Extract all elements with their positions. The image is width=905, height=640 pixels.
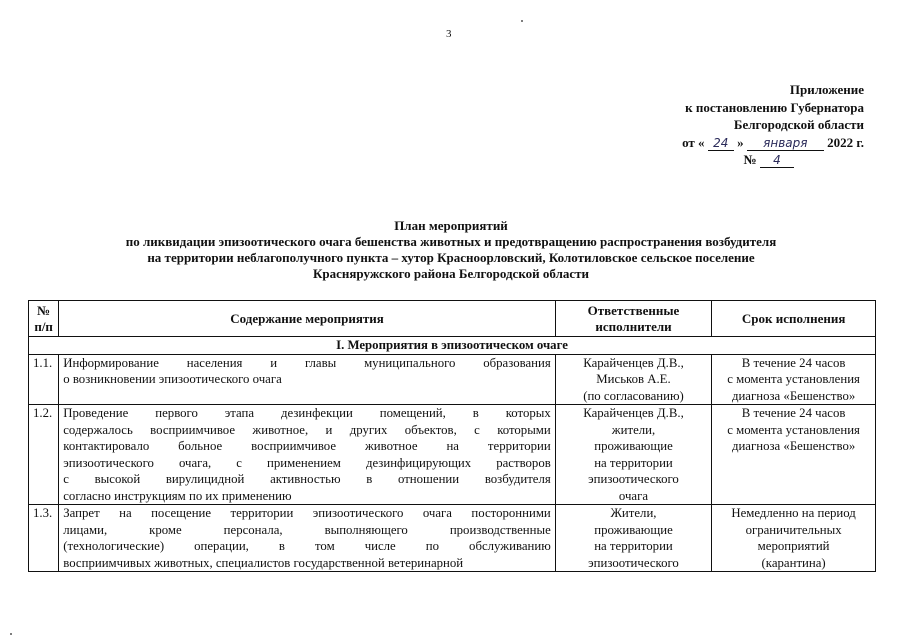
measures-table <box>28 300 876 572</box>
date-day: 24 <box>708 137 734 151</box>
row-responsible-line: проживающие <box>594 522 673 537</box>
row-responsible-line: на территории <box>594 455 673 470</box>
row-term-line: мероприятий <box>757 539 830 553</box>
row-content-line: содержалось восприимчивое животное, и других объектов, с которыми <box>63 422 551 437</box>
row-responsible-line: Жители, <box>610 506 657 520</box>
row-content-line: согласно инструкциям по их применению <box>63 488 292 503</box>
row-term-line: диагноза «Бешенство» <box>731 388 856 403</box>
appendix-line-region: Белгородской области <box>733 117 864 132</box>
row-content-line: о возникновении эпизоотического очага <box>63 372 282 386</box>
row-number: 1.2. <box>29 405 59 505</box>
plan-title-line-2: по ликвидации эпизоотического очага бешенства животных и предотвращению распространения возбудителя <box>125 234 777 249</box>
page-number: 3 <box>446 28 452 40</box>
row-term-line: с момента установления <box>727 372 860 386</box>
row-responsible <box>555 354 711 405</box>
table-row <box>29 505 876 572</box>
row-responsible-line: эпизоотического <box>588 555 679 570</box>
date-prefix: от « <box>682 134 705 150</box>
row-term-line: Немедленно на период <box>731 506 856 520</box>
row-content-line: Запрет на посещение территории эпизоотического очага посторонними <box>63 506 551 520</box>
row-content-line: с высокой вирулицидной активностью в отношении возбудителя <box>63 472 551 486</box>
section-row <box>29 337 876 355</box>
row-responsible-line: очага <box>618 488 649 503</box>
date-year: 2022 г. <box>827 134 864 150</box>
row-content <box>59 405 556 505</box>
row-content-line: контактировало больное восприимчивое животное на территории <box>63 439 551 453</box>
plan-title-line-1: План мероприятий <box>394 218 508 233</box>
row-number: 1.3. <box>29 505 59 572</box>
plan-title-line-4: Красняружского района Белгородской области <box>312 266 590 281</box>
row-term-line: ограничительных <box>745 522 842 537</box>
table-row <box>29 405 876 505</box>
date-mid: » <box>737 134 744 150</box>
row-responsible <box>555 405 711 505</box>
appendix-block <box>682 81 864 169</box>
date-month: января <box>747 137 824 151</box>
row-content-line: восприимчивых животных, специалистов государственной ветеринарной <box>63 555 464 570</box>
table-header-row <box>29 301 876 337</box>
row-term-line: с момента установления <box>727 422 860 437</box>
row-responsible-line: жители, <box>611 422 656 437</box>
row-responsible-line: эпизоотического <box>588 472 679 486</box>
scan-speck <box>521 20 523 22</box>
row-responsible <box>555 505 711 572</box>
row-content <box>59 354 556 405</box>
row-term-line: В течение 24 часов <box>741 406 846 420</box>
row-responsible-line: на территории <box>594 539 673 553</box>
row-term <box>712 405 876 505</box>
row-term <box>712 354 876 405</box>
scan-speck <box>10 633 12 635</box>
number-prefix: № <box>743 152 757 167</box>
header-number: № п/п <box>29 301 59 337</box>
appendix-number-line <box>682 151 864 169</box>
row-responsible-line: Миськов А.Е. <box>596 372 671 386</box>
header-responsible: Ответственные исполнители <box>555 301 711 337</box>
plan-title <box>40 218 862 282</box>
appendix-title: Приложение <box>789 82 864 97</box>
row-responsible-line: Карайченцев Д.В., <box>583 406 684 420</box>
row-content <box>59 505 556 572</box>
row-responsible-line: Карайченцев Д.В., <box>583 355 684 370</box>
appendix-line-decree: к постановлению Губернатора <box>685 99 864 115</box>
header-term: Срок исполнения <box>712 301 876 337</box>
document-number: 4 <box>760 154 794 168</box>
row-content-line: лицами, кроме персонала, выполняющего производственные <box>63 522 551 537</box>
row-content-line: Проведение первого этапа дезинфекции помещений, в которых <box>63 406 551 420</box>
header-content: Содержание мероприятия <box>59 301 556 337</box>
row-term-line: диагноза «Бешенство» <box>731 439 856 453</box>
row-term-line: (карантина) <box>761 555 826 570</box>
row-number: 1.1. <box>29 354 59 405</box>
row-content-line: (технологические) операции, в том числе по обслуживанию <box>63 539 551 553</box>
row-responsible-line: проживающие <box>594 439 673 453</box>
row-term <box>712 505 876 572</box>
row-responsible-line: (по согласованию) <box>583 388 684 403</box>
section-title: I. Мероприятия в эпизоотическом очаге <box>29 337 876 355</box>
plan-title-line-3: на территории неблагополучного пункта – хутор Красноорловский, Колотиловское сельское поселение <box>147 250 755 265</box>
appendix-date-line <box>682 134 864 152</box>
table-row <box>29 354 876 405</box>
row-content-line: Информирование населения и главы муниципального образования <box>63 355 551 370</box>
row-term-line: В течение 24 часов <box>741 355 846 370</box>
row-content-line: эпизоотического очага, с применением дезинфицирующих растворов <box>63 455 551 470</box>
